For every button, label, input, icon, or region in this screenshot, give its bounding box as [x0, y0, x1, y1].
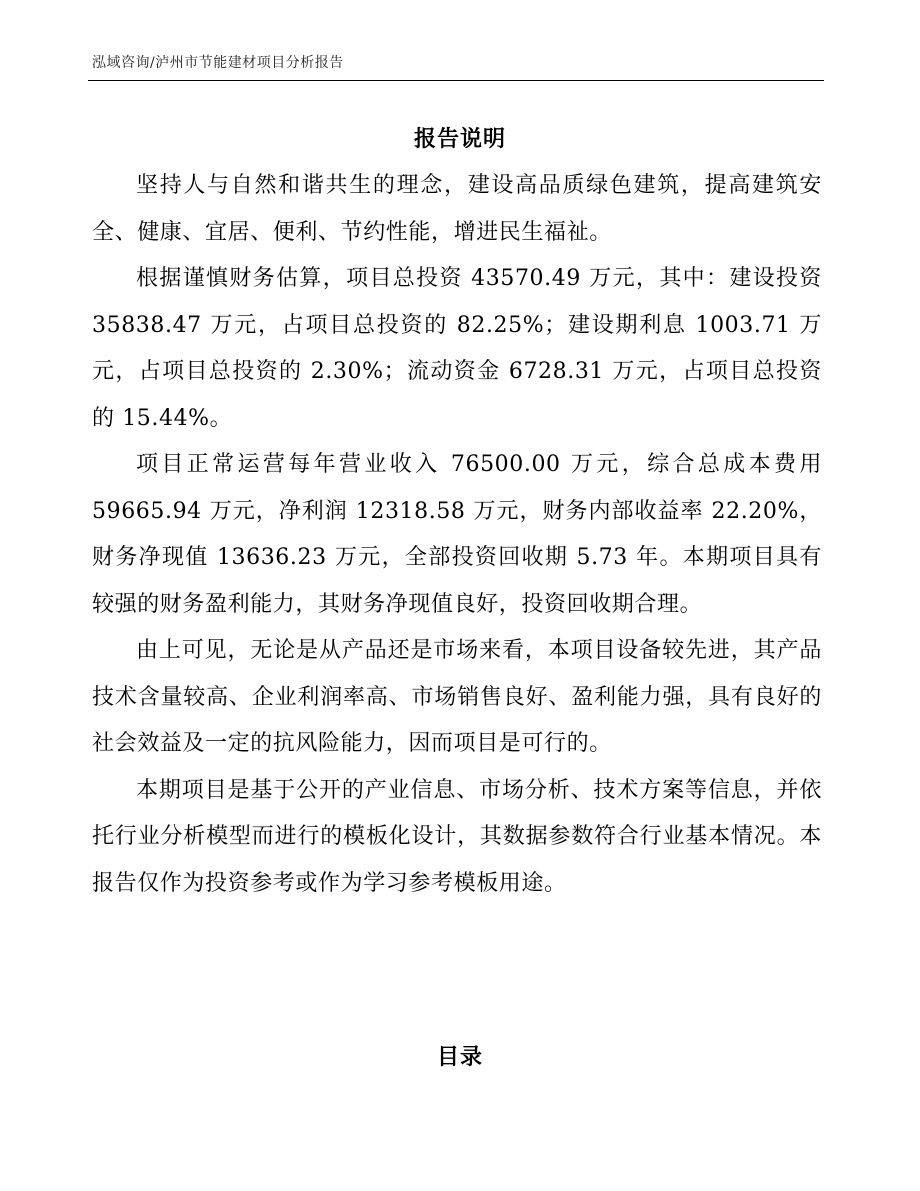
header-divider — [88, 80, 824, 81]
paragraph-philosophy: 坚持人与自然和谐共生的理念，建设高品质绿色建筑，提高建筑安全、健康、宜居、便利、节约性能，增进民生福祉。 — [92, 173, 822, 245]
report-note-body — [92, 163, 822, 907]
paragraph-financials: 项目正常运营每年营业收入 76500.00 万元，综合总成本费用 59665.94 万元，净利润 12318.58 万元，财务内部收益率 22.20%，财务净现值 13636.23 万元，全部投资回收期 5.73 年。本期项目具有较强的财务盈利能力，其财务净现值良好，投资回收期合理。 — [92, 452, 822, 617]
toc-title: 目录 — [436, 1044, 483, 1070]
paragraph-disclaimer: 本期项目是基于公开的产业信息、市场分析、技术方案等信息，并依托行业分析模型而进行的模板化设计，其数据参数符合行业基本情况。本报告仅作为投资参考或作为学习参考模板用途。 — [92, 777, 822, 896]
paragraph-investment: 根据谨慎财务估算，项目总投资 43570.49 万元，其中：建设投资 35838.47 万元，占项目总投资的 82.25%；建设期利息 1003.71 万元，占项目总投资的 2.30%；流动资金 6728.31 万元，占项目总投资的 15.44%。 — [92, 266, 822, 431]
paragraph-feasibility: 由上可见，无论是从产品还是市场来看，本项目设备较先进，其产品技术含量较高、企业利润率高、市场销售良好、盈利能力强，具有良好的社会效益及一定的抗风险能力，因而项目是可行的。 — [92, 638, 822, 756]
running-header: 泓域咨询/泸州市节能建材项目分析报告 — [92, 55, 344, 71]
report-note-title: 报告说明 — [413, 126, 506, 152]
